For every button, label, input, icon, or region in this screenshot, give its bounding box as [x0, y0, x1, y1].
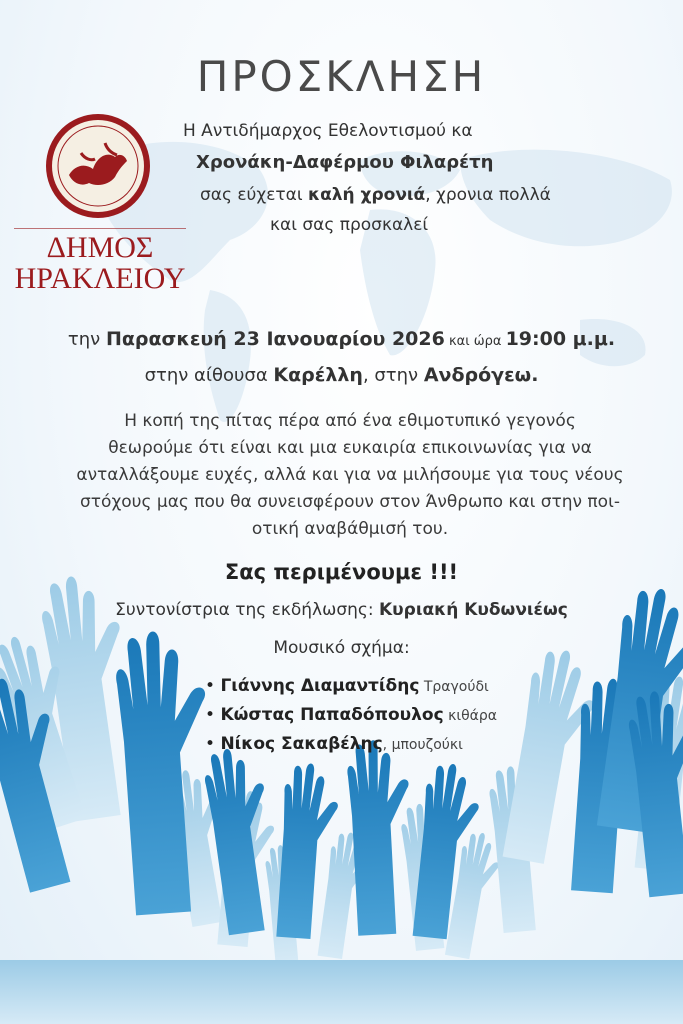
- musician-name: Γιάννης Διαμαντίδης: [220, 676, 420, 696]
- raised-hands-illustration: [0, 560, 683, 1024]
- page-title: ΠΡΟΣΚΛΗΣΗ: [196, 52, 487, 101]
- municipality-seal-logo: [45, 113, 151, 219]
- list-item: • Γιάννης Διαμαντίδης Τραγούδι: [205, 676, 489, 696]
- event-venue-pre: στην αίθουσα: [144, 365, 274, 386]
- musician-role: κιθάρα: [443, 708, 498, 724]
- musician-name: Νίκος Σακαβέλης: [220, 734, 383, 754]
- list-item: • Νίκος Σακαβέλης, μπουζούκι: [205, 734, 463, 754]
- intro-line-3-bold: καλή χρονιά: [308, 185, 426, 205]
- event-place: Ανδρόγεω.: [423, 364, 539, 386]
- logo-line-2: ΗΡΑΚΛΕΙΟΥ: [14, 262, 186, 295]
- event-day: Παρασκευή 23 Ιανουαρίου 2026: [105, 328, 445, 350]
- body-line: ανταλλάξουμε ευχές, αλλά και για να μιλήσουμε για τους νέους: [76, 465, 624, 485]
- logo-line-1: ΔΗΜΟΣ: [46, 231, 154, 264]
- intro-line-4: και σας προσκαλεί: [270, 215, 429, 235]
- event-venue: Καρέλλη: [273, 364, 363, 386]
- musicians-list: [205, 676, 497, 763]
- body-line: θεωρούμε ότι είναι και μια ευκαιρία επικοινωνίας για να: [108, 438, 592, 458]
- event-place-pre: , στην: [362, 365, 424, 386]
- event-day-pre: την: [67, 329, 106, 350]
- list-item: • Κώστας Παπαδόπουλος κιθάρα: [205, 705, 498, 725]
- event-venue-line: [0, 364, 683, 386]
- intro-line-1: Η Αντιδήμαρχος Εθελοντισμού κα: [183, 121, 473, 141]
- event-date-line: [0, 328, 683, 350]
- logo-divider: [14, 228, 186, 229]
- invitation-body: [60, 408, 640, 543]
- see-you-heading: Σας περιμένουμε !!!: [224, 560, 459, 584]
- musician-name: Κώστας Παπαδόπουλος: [220, 705, 444, 725]
- intro-line-2: Χρονάκη-Δαφέρμου Φιλαρέτη: [196, 152, 494, 173]
- coordinator-name: Κυριακή Κυδωνιέως: [379, 600, 568, 620]
- intro-line-3-pre: σας εύχεται: [200, 185, 308, 205]
- body-line: στόχους μας που θα συνεισφέρουν στον Άνθρωπο και στην ποι-: [80, 492, 620, 512]
- musician-role: Τραγούδι: [419, 679, 489, 695]
- event-time-pre: και ώρα: [444, 334, 506, 349]
- musician-role: , μπουζούκι: [382, 737, 463, 753]
- body-line: οτική αναβάθμισή του.: [251, 519, 449, 539]
- municipality-logo-text: [14, 232, 186, 294]
- event-time: 19:00 μ.μ.: [505, 328, 616, 350]
- intro-line-3: [200, 185, 551, 205]
- music-group-title: Μουσικό σχήμα:: [273, 638, 410, 658]
- body-line: Η κοπή της πίτας πέρα από ένα εθιμοτυπικό γεγονός: [124, 411, 576, 431]
- intro-line-3-post: , χρονια πολλά: [425, 185, 551, 205]
- coordinator-label: Συντονίστρια της εκδήλωσης:: [115, 600, 379, 620]
- coordinator-line: [0, 600, 683, 620]
